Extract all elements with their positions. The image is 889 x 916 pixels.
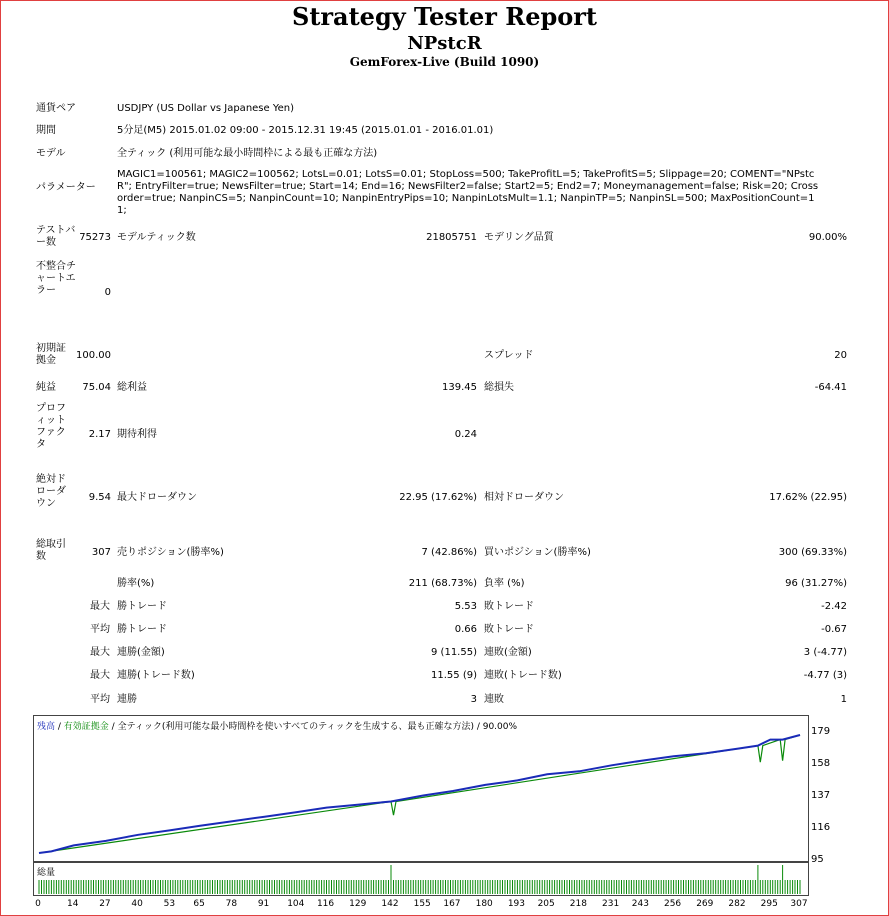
x-tick: 193 xyxy=(507,899,525,909)
bars-value: 75273 xyxy=(79,232,111,243)
loss-rate-value: 96 (31.27%) xyxy=(785,578,847,589)
avg-win-trade-value: 0.66 xyxy=(454,624,477,635)
quality-label: モデリング品質 xyxy=(484,232,554,243)
mismatch-label: 不整合チャートエラー xyxy=(36,261,76,296)
server-build: GemForex-Live (Build 1090) xyxy=(349,55,540,69)
x-tick: 27 xyxy=(99,899,111,909)
deposit-label: 初期証拠金 xyxy=(36,343,66,366)
x-tick: 129 xyxy=(349,899,367,909)
balance-line xyxy=(39,735,800,853)
legend-equity: 有効証拠金 xyxy=(63,722,109,732)
max-loss-trade-value: -2.42 xyxy=(821,601,847,612)
y-tick: 137 xyxy=(811,790,831,801)
avg-loss-trade-label: 敗トレード xyxy=(484,624,534,635)
deposit-value: 100.00 xyxy=(76,350,111,361)
short-positions-value: 7 (42.86%) xyxy=(421,547,477,558)
mismatch-value: 0 xyxy=(104,287,111,298)
legend-description: 全ティック(利用可能な最小時間枠を使いすべてのティックを生成する、最も正確な方法) / 90.00% xyxy=(117,722,518,732)
volume-chart xyxy=(33,862,809,896)
consecutive-wins-count-value: 11.55 (9) xyxy=(431,670,477,681)
x-tick: 231 xyxy=(602,899,620,909)
consecutive-losses-amount-label: 連敗(金額) xyxy=(484,647,532,658)
avg-consecutive-wins-label: 連勝 xyxy=(117,694,137,705)
x-tick: 218 xyxy=(569,899,587,909)
model-label: モデル xyxy=(36,148,66,159)
avg-row-label: 平均 xyxy=(90,624,110,635)
x-tick: 269 xyxy=(696,899,714,909)
x-tick: 40 xyxy=(131,899,143,909)
consecutive-losses-count-value: -4.77 (3) xyxy=(803,670,847,681)
spread-value: 20 xyxy=(834,350,847,361)
long-positions-label: 買いポジション(勝率%) xyxy=(484,547,591,558)
max2-row-label: 最大 xyxy=(90,647,110,658)
symbol-value: USDJPY (US Dollar vs Japanese Yen) xyxy=(117,103,295,114)
avg2-row-label: 平均 xyxy=(90,694,110,705)
consecutive-losses-amount-value: 3 (-4.77) xyxy=(803,647,847,658)
long-positions-value: 300 (69.33%) xyxy=(778,547,847,558)
avg-consecutive-losses-label: 連敗 xyxy=(484,694,504,705)
x-tick: 116 xyxy=(316,899,335,909)
x-tick: 91 xyxy=(257,899,270,909)
win-rate-label: 勝率(%) xyxy=(117,578,155,589)
profit-factor-value: 2.17 xyxy=(88,429,111,440)
max-drawdown-label: 最大ドローダウン xyxy=(117,492,197,503)
x-tick: 0 xyxy=(35,899,41,909)
period-value: 5分足(M5) 2015.01.02 09:00 - 2015.12.31 19:45 (2015.01.01 - 2016.01.01) xyxy=(117,125,494,136)
max3-row-label: 最大 xyxy=(90,670,110,681)
profit-factor-label: プロフィットファクタ xyxy=(36,403,66,450)
balance-chart-svg xyxy=(34,716,808,861)
max-loss-trade-label: 敗トレード xyxy=(484,601,534,612)
x-tick: 307 xyxy=(790,899,808,909)
volume-chart-svg xyxy=(34,863,808,895)
absolute-drawdown-label: 絶対ドローダウン xyxy=(36,474,66,509)
x-tick: 256 xyxy=(663,899,682,909)
volume-label: 総量 xyxy=(37,868,56,878)
x-tick: 142 xyxy=(381,899,399,909)
x-tick: 78 xyxy=(225,899,238,909)
x-tick: 180 xyxy=(475,899,493,909)
consecutive-wins-count-label: 連勝(トレード数) xyxy=(117,670,195,681)
avg-loss-trade-value: -0.67 xyxy=(821,624,847,635)
quality-value: 90.00% xyxy=(808,232,847,243)
equity-line xyxy=(39,735,800,853)
expected-payoff-label: 期待利得 xyxy=(117,429,157,440)
x-tick: 282 xyxy=(728,899,746,909)
x-tick: 155 xyxy=(413,899,431,909)
max-row-label: 最大 xyxy=(90,601,110,612)
parameters-label: パラメーター xyxy=(36,182,96,193)
bars-label: テストバー数 xyxy=(36,225,76,248)
ticks-value: 21805751 xyxy=(426,232,477,243)
legend-sep2: / xyxy=(108,722,118,732)
x-tick: 104 xyxy=(287,899,305,909)
x-tick: 14 xyxy=(66,899,79,909)
gross-profit-label: 総利益 xyxy=(117,382,147,393)
consecutive-wins-amount-label: 連勝(金額) xyxy=(117,647,165,658)
y-tick: 116 xyxy=(811,822,831,833)
y-tick: 158 xyxy=(811,758,831,769)
max-win-trade-label: 勝トレード xyxy=(117,601,167,612)
report-title: Strategy Tester Report xyxy=(291,2,598,31)
net-profit-value: 75.04 xyxy=(82,382,111,393)
relative-drawdown-label: 相対ドローダウン xyxy=(484,492,564,503)
gross-profit-value: 139.45 xyxy=(442,382,477,393)
symbol-label: 通貨ペア xyxy=(36,103,76,114)
expected-payoff-value: 0.24 xyxy=(454,429,477,440)
relative-drawdown-value: 17.62% (22.95) xyxy=(769,492,847,503)
avg-consecutive-wins-value: 3 xyxy=(470,694,477,705)
ticks-label: モデルティック数 xyxy=(117,232,196,243)
legend-sep1: / xyxy=(55,722,64,732)
expert-advisor-name: NPstcR xyxy=(407,33,482,54)
max-drawdown-value: 22.95 (17.62%) xyxy=(399,492,477,503)
absolute-drawdown-value: 9.54 xyxy=(88,492,111,503)
total-trades-value: 307 xyxy=(91,547,111,558)
net-profit-label: 純益 xyxy=(36,382,56,393)
x-tick: 205 xyxy=(537,899,555,909)
x-tick: 65 xyxy=(193,899,205,909)
x-tick: 243 xyxy=(631,899,649,909)
total-trades-label: 総取引数 xyxy=(36,539,66,562)
x-tick: 53 xyxy=(163,899,176,909)
consecutive-losses-count-label: 連敗(トレード数) xyxy=(484,670,562,681)
model-value: 全ティック (利用可能な最小時間枠による最も正確な方法) xyxy=(117,148,378,159)
period-label: 期間 xyxy=(36,125,56,136)
y-tick: 95 xyxy=(811,854,824,865)
loss-rate-label: 負率 (%) xyxy=(484,578,525,589)
consecutive-wins-amount-value: 9 (11.55) xyxy=(431,647,477,658)
legend-balance: 残高 xyxy=(37,722,56,732)
gross-loss-value: -64.41 xyxy=(814,382,847,393)
x-tick: 167 xyxy=(443,899,461,909)
y-tick: 179 xyxy=(811,726,831,737)
win-rate-value: 211 (68.73%) xyxy=(408,578,477,589)
avg-win-trade-label: 勝トレード xyxy=(117,624,167,635)
parameters-value: MAGIC1=100561; MAGIC2=100562; LotsL=0.01; LotsS=0.01; StopLoss=500; TakeProfitL=5; TakeProfitS=5; Slippage=20; COMENT="NPstcR"; EntryFilter=true; NewsFilter=true; Start=14; End=16; NewsFilter2=false; Start2=5; End2=7; Moneymanagement=false; Risk=20; Crossorder=true; NanpinCS=5; NanpinCount=10; NanpinEntryPips=10; NanpinLotsMult=1.1; NanpinTP=5; NanpinSL=500; MaxPositionCount=11; xyxy=(117,169,819,216)
spread-label: スプレッド xyxy=(484,350,534,361)
short-positions-label: 売りポジション(勝率%) xyxy=(117,547,224,558)
max-win-trade-value: 5.53 xyxy=(454,601,477,612)
gross-loss-label: 総損失 xyxy=(484,382,514,393)
chart-legend xyxy=(37,719,517,732)
x-tick: 295 xyxy=(760,899,778,909)
avg-consecutive-losses-value: 1 xyxy=(840,694,847,705)
balance-chart xyxy=(33,715,809,862)
